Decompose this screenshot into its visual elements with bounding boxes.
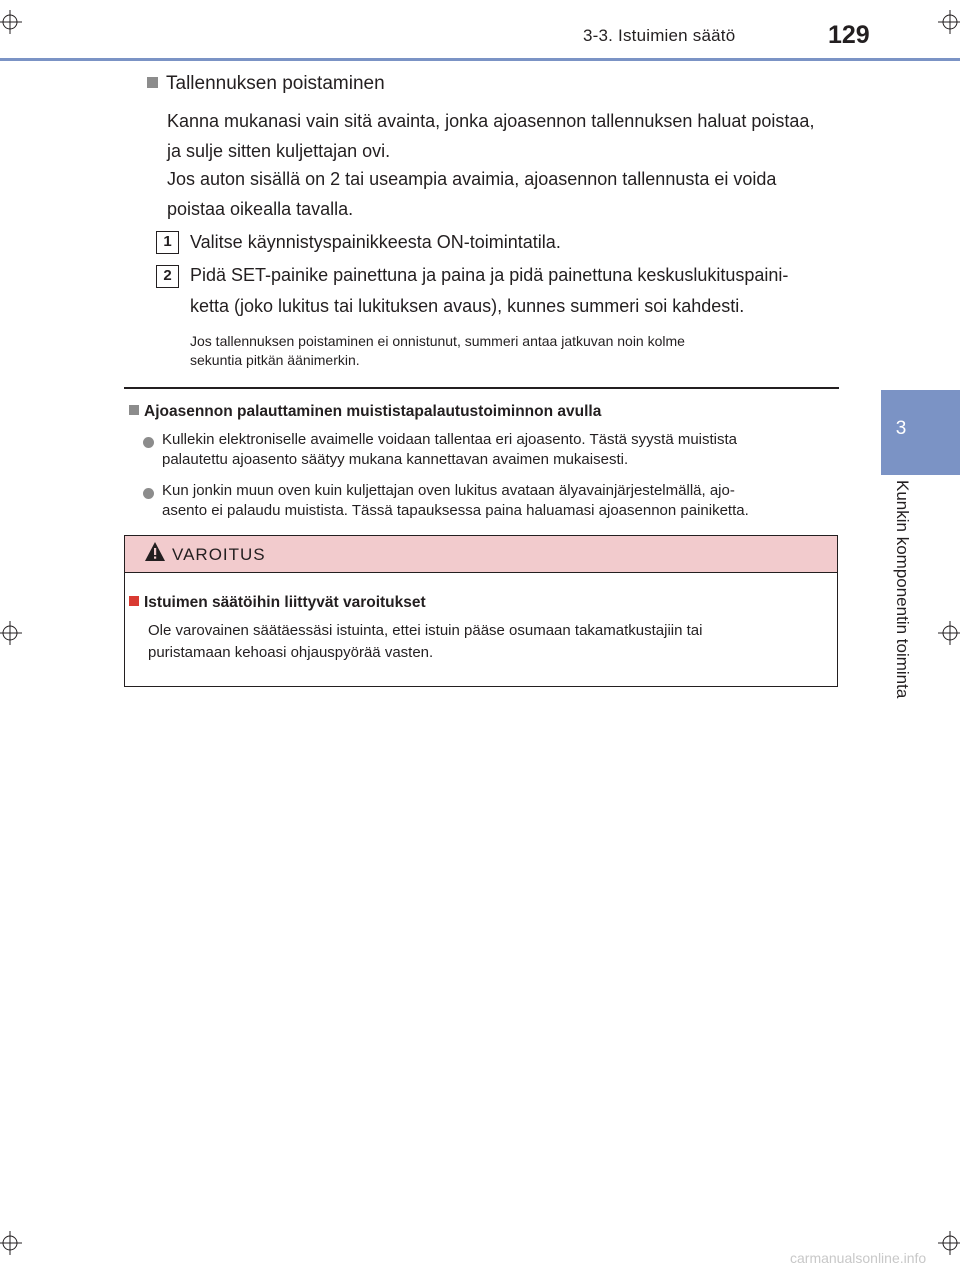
step-text-2: [190, 260, 832, 322]
step-number-1: 1: [156, 231, 179, 254]
note-line: Jos tallennuksen poistaminen ei onnistunut, summeri antaa jatkuvan noin kolme: [190, 333, 685, 349]
bullet-item-2: [162, 481, 837, 521]
warning-heading: [129, 594, 426, 612]
warning-text: [148, 620, 826, 664]
divider: [124, 387, 839, 389]
warning-line: puristamaan kehoasi ohjauspyörää vasten.: [148, 644, 434, 661]
heading-text: Ajoasennon palauttaminen muististapalautustoiminnon avulla: [144, 403, 602, 420]
section-heading-delete: [147, 73, 385, 95]
chapter-label: Kunkin komponentin toiminta: [893, 480, 912, 699]
paragraph-2: [167, 164, 832, 224]
bullet-line: Kun jonkin muun oven kuin kuljettajan oven lukitus avataan älyavainjärjestelmällä, ajo-: [162, 482, 735, 499]
heading-text: Istuimen säätöihin liittyvät varoitukset: [144, 594, 426, 611]
note-line: sekuntia pitkän äänimerkin.: [190, 352, 360, 368]
bullet-line: Kullekin elektroniselle avaimelle voidaan tallentaa eri ajoasento. Tästä syystä muistista: [162, 431, 738, 448]
chapter-number: 3: [895, 418, 907, 439]
bullet-dot-icon: [143, 486, 154, 504]
section-heading-memory-recall: [129, 403, 601, 421]
paragraph-line: ja sulje sitten kuljettajan ovi.: [167, 141, 391, 161]
warning-title: VAROITUS: [172, 545, 266, 564]
watermark: carmanualsonline.info: [790, 1250, 927, 1266]
warning-line: Ole varovainen säätäessäsi istuinta, ettei istuin pääse osumaan takamatkustajiin tai: [148, 622, 703, 639]
heading-square-icon: [129, 596, 139, 606]
paragraph-line: Kanna mukanasi vain sitä avainta, jonka ajoasennon tallennuksen haluat poistaa,: [167, 111, 815, 131]
section-title: 3-3. Istuimien säätö: [583, 26, 736, 45]
heading-square-icon: [147, 77, 158, 88]
bullet-item-1: [162, 430, 837, 470]
paragraph-line: poistaa oikealla tavalla.: [167, 199, 354, 219]
step-line: Pidä SET-painike painettuna ja paina ja pidä painettuna keskuslukituspaini-: [190, 265, 789, 285]
bullet-line: palautettu ajoasento säätyy mukana kannettavan avaimen mukaisesti.: [162, 451, 629, 468]
page-number: 129: [828, 21, 870, 49]
bullet-dot-icon: [143, 435, 154, 453]
paragraph-line: Jos auton sisällä on 2 tai useampia avaimia, ajoasennon tallennusta ei voida: [167, 169, 777, 189]
note-text: [190, 332, 832, 370]
bullet-line: asento ei palaudu muistista. Tässä tapauksessa paina haluamasi ajoasennon painiketta.: [162, 502, 749, 519]
header-rule: [0, 58, 960, 61]
step-line: ketta (joko lukitus tai lukituksen avaus), kunnes summeri soi kahdesti.: [190, 296, 745, 316]
heading-square-icon: [129, 405, 139, 415]
step-number-2: 2: [156, 265, 179, 288]
paragraph-1: [167, 106, 832, 166]
warning-triangle-icon: [144, 541, 166, 563]
step-text-1: Valitse käynnistyspainikkeesta ON-toimintatila.: [190, 232, 561, 252]
heading-text: Tallennuksen poistaminen: [166, 73, 385, 94]
